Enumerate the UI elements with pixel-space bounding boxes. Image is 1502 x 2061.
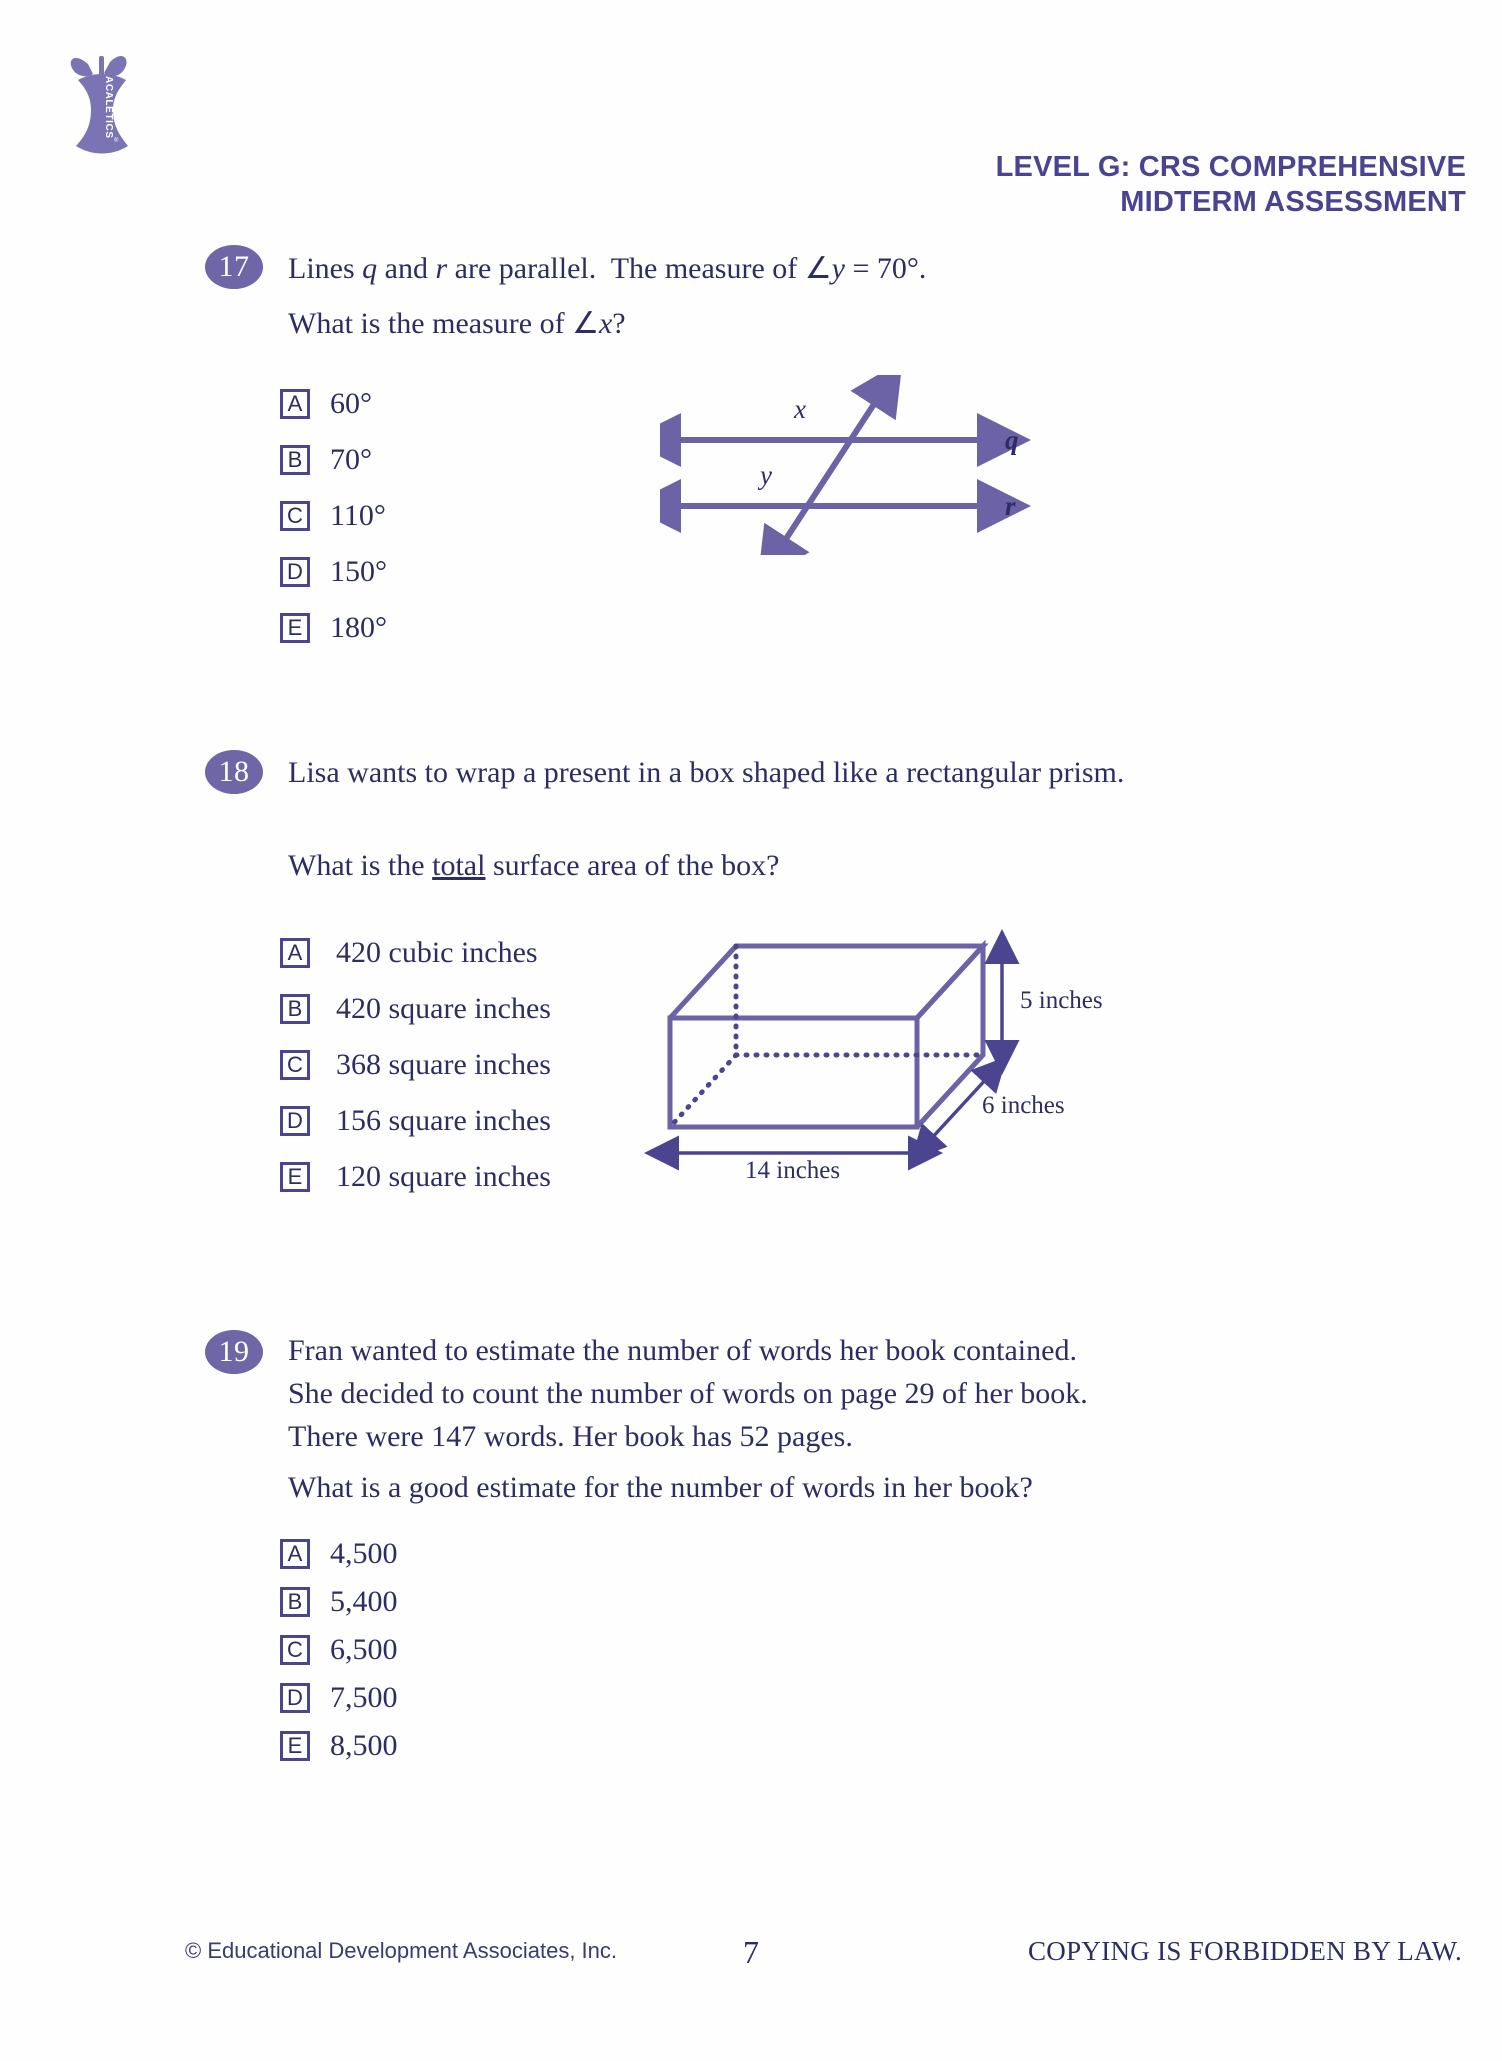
choice-text: 368 square inches [336,1048,551,1081]
choice-text: 8,500 [330,1729,398,1762]
question-19-stem-line-4: What is a good estimate for the number of words in her book? [288,1471,1033,1504]
choice-c[interactable] [280,1626,398,1674]
choice-letter-box: B [280,445,310,475]
question-19-stem-line-1: Fran wanted to estimate the number of words her book contained. [288,1334,1077,1367]
choice-text: 180° [330,611,387,644]
choice-d[interactable] [280,1674,398,1722]
question-18-stem-line-2: What is the total surface area of the box? [288,849,780,882]
choice-letter-box: B [280,1587,310,1617]
question-number-badge: 17 [205,245,263,289]
choice-letter-box: E [280,1731,310,1761]
angle-label-x: x [794,394,806,424]
header-line-2: MIDTERM ASSESSMENT [1120,186,1466,219]
svg-text:ACALETICS: ACALETICS [103,76,114,139]
choice-d[interactable] [280,544,387,600]
question-19-choices [280,1530,398,1770]
choice-letter-box: C [280,501,310,531]
parallel-lines-figure [660,375,1060,555]
choice-d[interactable] [280,1093,551,1149]
question-19-stem-line-2: She decided to count the number of words on page 29 of her book. [288,1377,1088,1410]
rectangular-prism-figure [630,915,1103,1195]
choice-letter-box: D [280,557,310,587]
choice-letter-box: D [280,1683,310,1713]
choice-letter-box: B [280,994,310,1024]
page-footer [0,1934,1502,1978]
choice-text: 150° [330,555,387,588]
document-header [996,150,1466,221]
choice-a[interactable] [280,925,551,981]
page-number: 7 [743,1934,759,1970]
choice-c[interactable] [280,1037,551,1093]
copying-notice: COPYING IS FORBIDDEN BY LAW. [1027,1936,1462,1966]
choice-letter-box: C [280,1635,310,1665]
choice-text: 420 square inches [336,992,551,1025]
choice-text: 4,500 [330,1537,398,1570]
svg-text:®: ® [114,138,119,144]
line-label-r: r [1005,491,1016,521]
choice-text: 70° [330,443,372,476]
question-17-choices [280,376,387,656]
choice-text: 420 cubic inches [336,936,538,969]
choice-a[interactable] [280,376,387,432]
question-number-badge: 19 [205,1330,263,1374]
choice-e[interactable] [280,600,387,656]
copyright-notice: © Educational Development Associates, Inc. [185,1938,617,1963]
choice-b[interactable] [280,432,387,488]
header-line-1: LEVEL G: CRS COMPREHENSIVE [995,151,1466,183]
dimension-depth: 6 inches [982,1092,1065,1119]
question-17-stem-line-2: What is the measure of ∠x? [288,307,626,340]
question-18-stem-line-1: Lisa wants to wrap a present in a box shaped like a rectangular prism. [288,756,1125,789]
choice-letter-box: C [280,1050,310,1080]
choice-text: 110° [330,499,386,532]
choice-text: 60° [330,387,372,420]
choice-letter-box: D [280,1106,310,1136]
dimension-height: 5 inches [1020,987,1103,1014]
choice-letter-box: A [280,938,310,968]
choice-b[interactable] [280,1578,398,1626]
choice-b[interactable] [280,981,551,1037]
choice-text: 5,400 [330,1585,398,1618]
angle-label-y: y [760,460,772,490]
choice-letter-box: A [280,389,310,419]
choice-a[interactable] [280,1530,398,1578]
line-label-q: q [1005,425,1019,455]
choice-e[interactable] [280,1722,398,1770]
choice-c[interactable] [280,488,387,544]
choice-text: 156 square inches [336,1104,551,1137]
question-17-stem-line-1: Lines q and r are parallel. The measure of ∠y = 70°. [288,252,927,285]
choice-text: 6,500 [330,1633,398,1666]
question-18-choices [280,925,551,1205]
choice-letter-box: E [280,1162,310,1192]
choice-letter-box: A [280,1539,310,1569]
question-number-badge: 18 [205,750,263,794]
choice-e[interactable] [280,1149,551,1205]
question-19-stem-line-3: There were 147 words. Her book has 52 pages. [288,1420,853,1453]
acaletics-logo [58,38,146,158]
dimension-width: 14 inches [745,1157,841,1184]
choice-text: 120 square inches [336,1160,551,1193]
choice-text: 7,500 [330,1681,398,1714]
choice-letter-box: E [280,613,310,643]
